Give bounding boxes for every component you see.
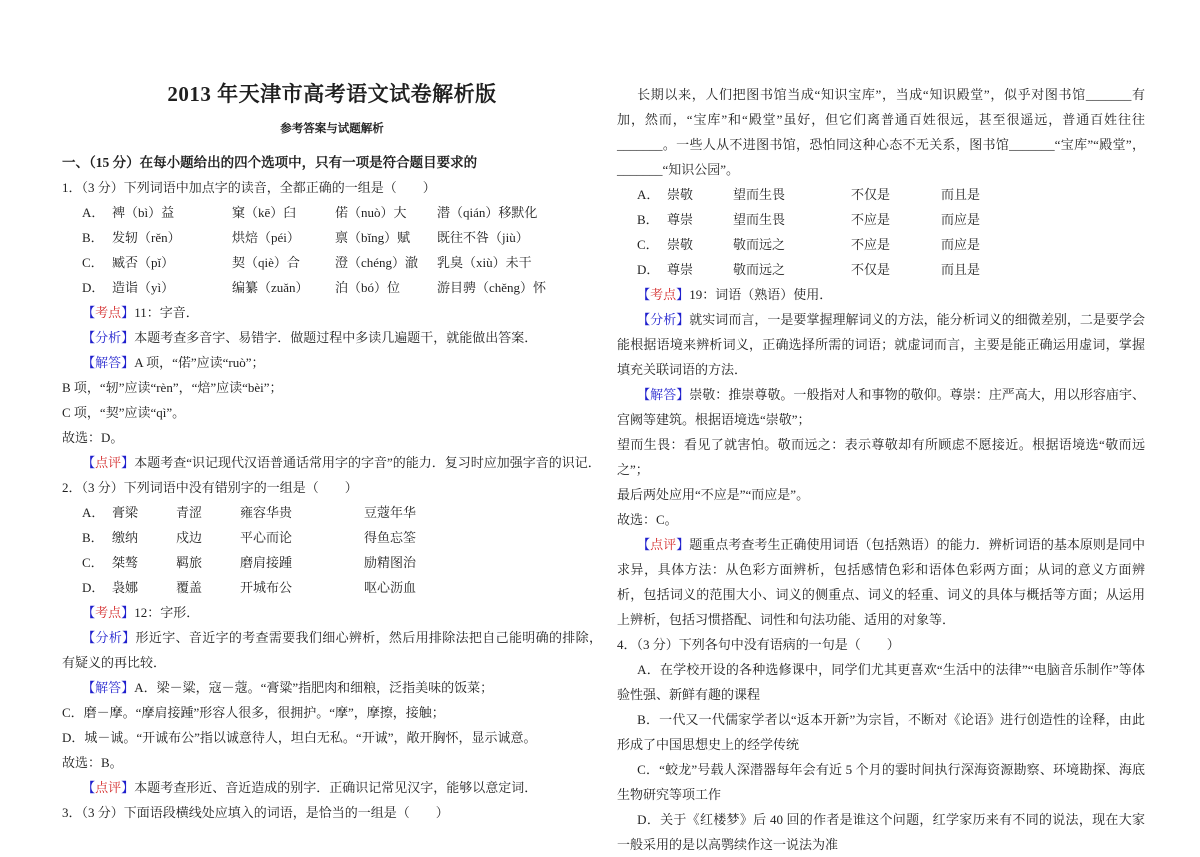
right-bracket: 】 [121, 780, 135, 795]
dianping-text: 本题考查“识记现代汉语普通话常用字的字音”的能力．复习时应加强字音的识记． [134, 455, 601, 470]
option-cell: 望而生畏 [733, 212, 786, 227]
jieda-tag: 解答 [95, 355, 122, 370]
right-bracket: 】 [121, 455, 135, 470]
q3-option-c [617, 232, 1145, 257]
q1-jieda-line [62, 350, 602, 375]
q3-jieda-line [617, 382, 1145, 432]
option-cell: 崇敬 [667, 187, 694, 202]
q1-option-b [62, 225, 602, 250]
option-cell: 敬而远之 [733, 237, 786, 252]
q4-option-b: B．一代又一代儒家学者以“返本开新”为宗旨，不断对《论语》进行创造性的诠释，由此形成了中国思想史上的经学传统 [617, 712, 1145, 752]
right-bracket: 】 [121, 680, 135, 695]
left-bracket: 【 [637, 387, 651, 402]
right-bracket: 】 [121, 305, 135, 320]
right-bracket: 】 [122, 630, 136, 645]
q4-option-d: D．关于《红楼梦》后 40 回的作者是谁这个问题，红学家历来有不同的说法，现在大家一般采用的是以高鹗续作这一说法为准 [617, 812, 1145, 852]
option-cell: 袅娜 [112, 580, 139, 595]
option-cell: 青涩 [176, 505, 203, 520]
left-bracket: 【 [82, 780, 96, 795]
option-cell: 覆盖 [176, 580, 203, 595]
option-cell: 编纂（zuǎn） [232, 280, 309, 295]
option-label: B． [82, 530, 104, 545]
q1-dianping-line [62, 450, 602, 475]
option-label: D． [82, 580, 105, 595]
q3-option-a [617, 182, 1145, 207]
left-bracket: 【 [637, 312, 651, 327]
option-cell: 桀骜 [112, 555, 139, 570]
option-cell: 羁旅 [176, 555, 203, 570]
right-bracket: 】 [121, 330, 135, 345]
q3-answer-line: 最后两处应用“不应是”“而应是”。 [617, 487, 810, 502]
jieda-text: A．梁－粱，寇－蔻。“膏粱”指肥肉和细粮，泛指美味的饭菜； [134, 680, 494, 695]
option-cell: 发轫（rěn） [112, 230, 181, 245]
option-label: C． [82, 255, 104, 270]
left-bracket: 【 [82, 305, 96, 320]
q1-stem: 1．（3 分）下列词语中加点字的读音，全都正确的一组是（ ） [62, 180, 436, 195]
left-bracket: 【 [637, 537, 651, 552]
option-cell: 望而生畏 [733, 187, 786, 202]
section-one-heading: 一、（15 分）在每小题给出的四个选项中，只有一项是符合题目要求的 [62, 155, 478, 170]
q2-option-d [62, 575, 602, 600]
q4-option-c: C．“蛟龙”号载人深潜器每年会有近 5 个月的霎时间执行深海资源勘察、环境勘探、海底生物研究等项工作 [617, 762, 1145, 802]
jieda-tag: 解答 [95, 680, 122, 695]
option-label: D． [637, 262, 660, 277]
q3-passage: 长期以来，人们把图书馆当成“知识宝库”，当成“知识殿堂”，似乎对图书馆_______有加，然而，“宝库”和“殿堂”虽好，但它们离普通百姓很远，甚至很遥远，普通百姓往往_______。一些人从不进图书馆，恐怕同这种心态不无关系，图书馆_______“宝库”“殿堂”，_______“知识公园”。 [617, 87, 1145, 177]
q2-stem: 2．（3 分）下列词语中没有错别字的一组是（ ） [62, 480, 358, 495]
option-label: A． [637, 187, 660, 202]
q2-option-a [62, 500, 602, 525]
option-label: B． [82, 230, 104, 245]
option-label: C． [82, 555, 104, 570]
option-cell: 平心而论 [240, 530, 293, 545]
option-cell: 而且是 [941, 262, 981, 277]
option-cell: 开城布公 [240, 580, 293, 595]
kaodian-text: 11：字音． [134, 305, 199, 320]
option-cell: 尊崇 [667, 212, 694, 227]
left-bracket: 【 [637, 287, 651, 302]
left-bracket: 【 [82, 355, 96, 370]
option-cell: 敬而远之 [733, 262, 786, 277]
left-column [62, 78, 602, 825]
q3-stem: 3．（3 分）下面语段横线处应填入的词语，是恰当的一组是（ ） [62, 805, 449, 820]
option-cell: 而应是 [941, 212, 981, 227]
right-bracket: 】 [676, 387, 690, 402]
dianping-text: 题重点考查考生正确使用词语（包括熟语）的能力．辨析词语的基本原则是同中求异，具体方法：从色彩方面辨析，包括感情色彩和语体色彩两方面；从词的意义方面辨析，包括词义的范围大小、词义的侧重点、词义的轻重、词义的具体与概括等方面；从运用上辨析，包括习惯搭配、词性和句法功能、适用的对象等． [617, 537, 1145, 627]
q3-fenxi-line [617, 307, 1145, 382]
option-cell: 戍边 [176, 530, 203, 545]
option-cell: 不应是 [851, 212, 891, 227]
q3-answer-line: 望而生畏：看见了就害怕。敬而远之：表示尊敬却有所顾虑不愿接近。根据语境选“敬而远之”； [617, 437, 1145, 477]
page-subtitle: 参考答案与试题解析 [280, 123, 384, 135]
option-cell: 偌（nuò）大 [335, 205, 407, 220]
q2-answer-line: C．磨－摩。“摩肩接踵”形容人很多，很拥护。“摩”，摩擦，接触； [62, 705, 445, 720]
option-cell: 豆蔻年华 [364, 505, 417, 520]
option-cell: 裨（bì）益 [112, 205, 175, 220]
fenxi-text: 本题考查多音字、易错字．做题过程中多读几遍题干，就能做出答案． [134, 330, 538, 345]
q2-option-b [62, 525, 602, 550]
option-cell: 不应是 [851, 237, 891, 252]
option-cell: 不仅是 [851, 262, 891, 277]
right-bracket: 】 [676, 312, 690, 327]
fenxi-text: 形近字、音近字的考查需要我们细心辨析，然后用排除法把自己能明确的排除，有疑义的再比较． [62, 630, 602, 670]
q3-answer-choice: 故选：C。 [617, 512, 678, 527]
q2-option-c [62, 550, 602, 575]
option-label: A． [82, 205, 105, 220]
right-bracket: 】 [121, 355, 135, 370]
option-cell: 得鱼忘筌 [364, 530, 417, 545]
dianping-text: 本题考查形近、音近造成的别字．正确识记常见汉字，能够以意定词． [134, 780, 538, 795]
kaodian-tag: 考点 [650, 287, 677, 302]
q4-option-a: A．在学校开设的各种选修课中，同学们尤其更喜欢“生活中的法律”“电脑音乐制作”等体验性强、新鲜有趣的课程 [617, 662, 1145, 702]
option-label: A． [82, 505, 105, 520]
q1-option-c [62, 250, 602, 275]
option-cell: 励精图治 [364, 555, 417, 570]
option-cell: 造诣（yì） [112, 280, 175, 295]
left-bracket: 【 [82, 605, 96, 620]
q1-answer-line: B 项，“轫”应读“rèn”，“焙”应读“bèi”； [62, 380, 283, 395]
right-bracket: 】 [121, 605, 135, 620]
fenxi-text: 就实词而言，一是要掌握理解词义的方法，能分析词义的细微差别，二是要学会能根据语境来辨析词义，正确选择所需的词语；就虚词而言，主要是能正确运用虚词，掌握填充关联词语的方法． [617, 312, 1145, 377]
option-cell: 磨肩接踵 [240, 555, 293, 570]
left-bracket: 【 [82, 455, 96, 470]
option-cell: 膏梁 [112, 505, 139, 520]
kaodian-text: 19：词语（熟语）使用． [689, 287, 833, 302]
right-column [617, 82, 1145, 857]
option-cell: 不仅是 [851, 187, 891, 202]
q2-fenxi-line [62, 625, 602, 675]
option-cell: 呕心沥血 [364, 580, 417, 595]
q3-kaodian-line [617, 282, 1145, 307]
option-cell: 契（qiè）合 [232, 255, 300, 270]
q1-answer-choice: 故选：D。 [62, 430, 124, 445]
option-cell: 臧否（pǐ） [112, 255, 175, 270]
option-label: C． [637, 237, 659, 252]
q2-answer-choice: 故选：B。 [62, 755, 123, 770]
dianping-tag: 点评 [95, 455, 122, 470]
q2-kaodian-line [62, 600, 602, 625]
option-cell: 雍容华贵 [240, 505, 293, 520]
q4-stem: 4．（3 分）下列各句中没有语病的一句是（ ） [617, 637, 900, 652]
q1-option-d [62, 275, 602, 300]
q2-jieda-line [62, 675, 602, 700]
right-bracket: 】 [676, 287, 690, 302]
dianping-tag: 点评 [650, 537, 677, 552]
q1-answer-line: C 项，“契”应读“qì”。 [62, 405, 186, 420]
fenxi-tag: 分析 [650, 312, 677, 327]
dianping-tag: 点评 [95, 780, 122, 795]
kaodian-tag: 考点 [95, 305, 122, 320]
option-cell: 而且是 [941, 187, 981, 202]
q1-fenxi-line [62, 325, 602, 350]
jieda-text: A 项，“偌”应读“ruò”； [134, 355, 265, 370]
right-bracket: 】 [676, 537, 690, 552]
q2-answer-line: D．城－诚。“开诚布公”指以诚意待人，坦白无私。“开诚”，敞开胸怀，显示诚意。 [62, 730, 537, 745]
option-cell: 既往不咎（jiù） [437, 230, 529, 245]
option-cell: 缴纳 [112, 530, 139, 545]
page-title: 2013 年天津市高考语文试卷解析版 [167, 82, 497, 106]
option-cell: 澄（chéng）澈 [335, 255, 419, 270]
option-cell: 而应是 [941, 237, 981, 252]
q1-option-a [62, 200, 602, 225]
jieda-tag: 解答 [650, 387, 677, 402]
left-bracket: 【 [82, 630, 96, 645]
option-cell: 烘焙（péi） [232, 230, 300, 245]
q3-option-d [617, 257, 1145, 282]
option-cell: 泊（bó）位 [335, 280, 401, 295]
option-cell: 窠（kē）臼 [232, 205, 297, 220]
q2-dianping-line [62, 775, 602, 800]
option-cell: 禀（bǐng）赋 [335, 230, 411, 245]
option-label: D． [82, 280, 105, 295]
kaodian-text: 12：字形． [134, 605, 200, 620]
option-cell: 崇敬 [667, 237, 694, 252]
option-cell: 尊崇 [667, 262, 694, 277]
option-cell: 游目骋（chěng）怀 [437, 280, 547, 295]
fenxi-tag: 分析 [95, 330, 122, 345]
left-bracket: 【 [82, 330, 96, 345]
left-bracket: 【 [82, 680, 96, 695]
option-label: B． [637, 212, 659, 227]
jieda-text: 崇敬：推崇尊敬。一般指对人和事物的敬仰。尊崇：庄严高大，用以形容庙宇、宫阙等建筑。根据语境选“崇敬”； [617, 387, 1145, 427]
option-cell: 乳臭（xiù）未干 [437, 255, 532, 270]
q3-dianping-line [617, 532, 1145, 632]
kaodian-tag: 考点 [95, 605, 122, 620]
q3-option-b [617, 207, 1145, 232]
q1-kaodian-line [62, 300, 602, 325]
fenxi-tag: 分析 [95, 630, 123, 645]
option-cell: 潜（qián）移默化 [437, 205, 538, 220]
